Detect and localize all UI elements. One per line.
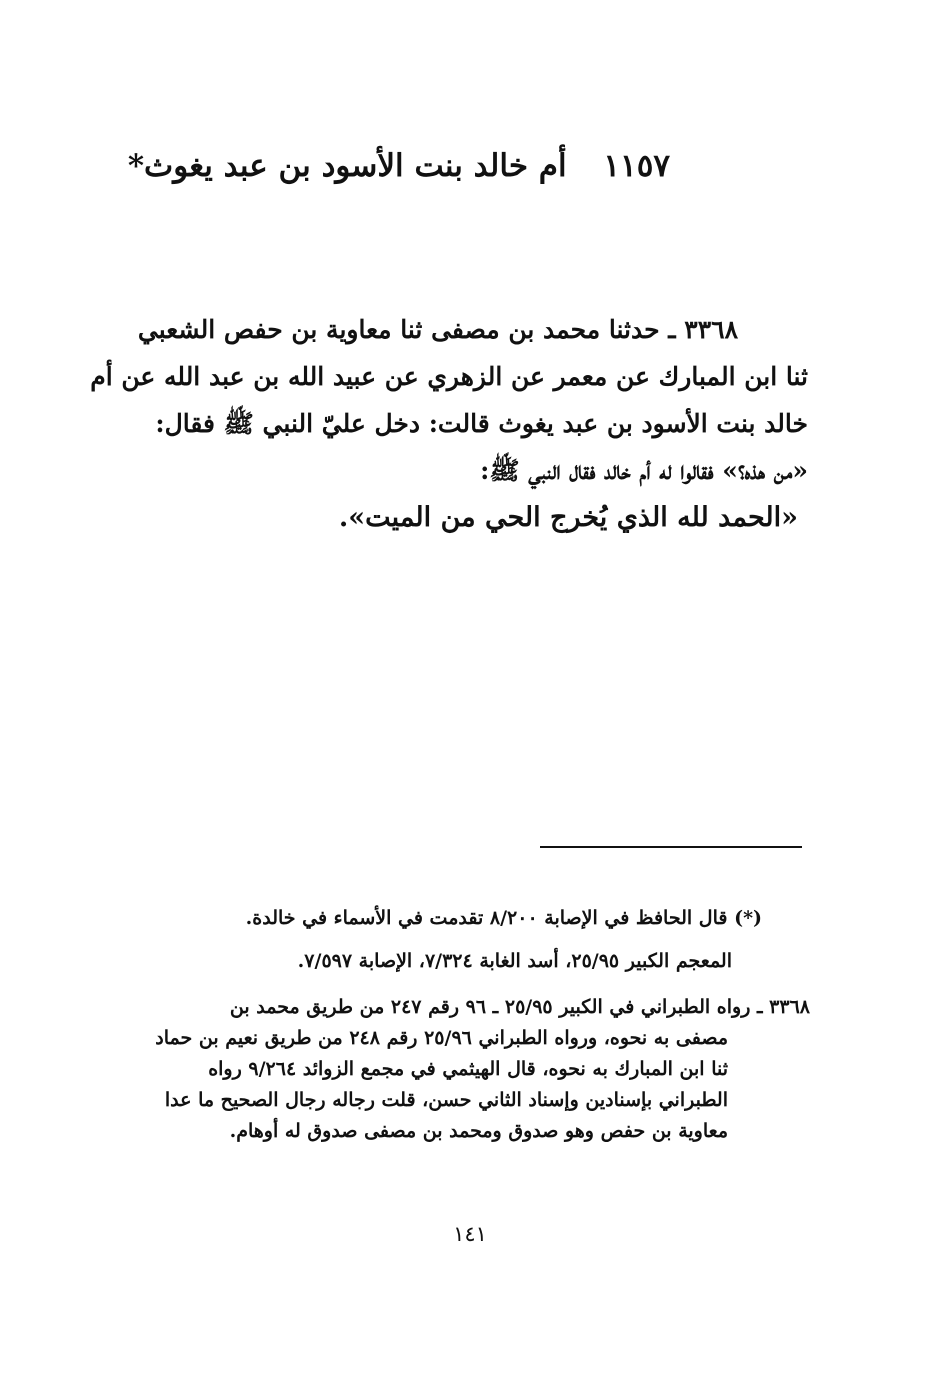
footnote-star: (*) قال الحافظ في الإصابة ٨/٢٠٠ تقدمت في الأسماء في خالدة. <box>245 907 762 929</box>
isnad-line-2: ثنا ابن المبارك عن معمر عن الزهري عن عبيد الله بن عبد الله عن أم <box>90 362 808 391</box>
footnote-hadith-line: ثنا ابن المبارك به نحوه، قال الهيثمي في مجمع الزوائد ٩/٢٦٤ رواه <box>208 1058 728 1080</box>
entry-heading <box>127 148 670 184</box>
footnote-sources: المعجم الكبير ٢٥/٩٥، أسد الغابة ٧/٣٢٤، الإصابة ٧/٥٩٧. <box>297 950 732 972</box>
footnote-hadith-line: معاوية بن حفص وهو صدوق ومحمد بن مصفى صدوق له أوهام. <box>229 1120 728 1142</box>
hadith-quote: «الحمد لله الذي يُخرج الحي من الميت». <box>338 502 798 533</box>
isnad-line-1: ٣٣٦٨ ـ حدثنا محمد بن مصفى ثنا معاوية بن حفص الشعبي <box>137 315 738 344</box>
page-number: ١٤١ <box>453 1222 487 1246</box>
footnote-hadith-line: مصفى به نحوه، ورواه الطبراني ٢٥/٩٦ رقم ٢٤٨ من طريق نعيم بن حماد <box>155 1027 728 1049</box>
matn-line-2: «من هذه؟» فقالوا له أم خالد فقال النبي ﷺ: <box>480 456 808 485</box>
hadith-body <box>90 306 808 541</box>
entry-number: ١١٥٧ <box>603 148 670 184</box>
footnote-separator <box>540 846 802 848</box>
footnote-hadith-line: الطبراني بإسنادين وإسناد الثاني حسن، قلت رجاله رجال الصحيح ما عدا <box>164 1089 728 1111</box>
footnote-hadith-line: ٣٣٦٨ ـ رواه الطبراني في الكبير ٢٥/٩٥ ـ ٩٦ رقم ٢٤٧ من طريق محمد بن <box>229 996 810 1018</box>
footnote-hadith <box>120 992 810 1147</box>
entry-title: أم خالد بنت الأسود بن عبد يغوث* <box>127 148 567 184</box>
matn-line-1: خالد بنت الأسود بن عبد يغوث قالت: دخل عليّ النبي ﷺ فقال: <box>155 409 808 438</box>
footnotes <box>120 900 810 1147</box>
